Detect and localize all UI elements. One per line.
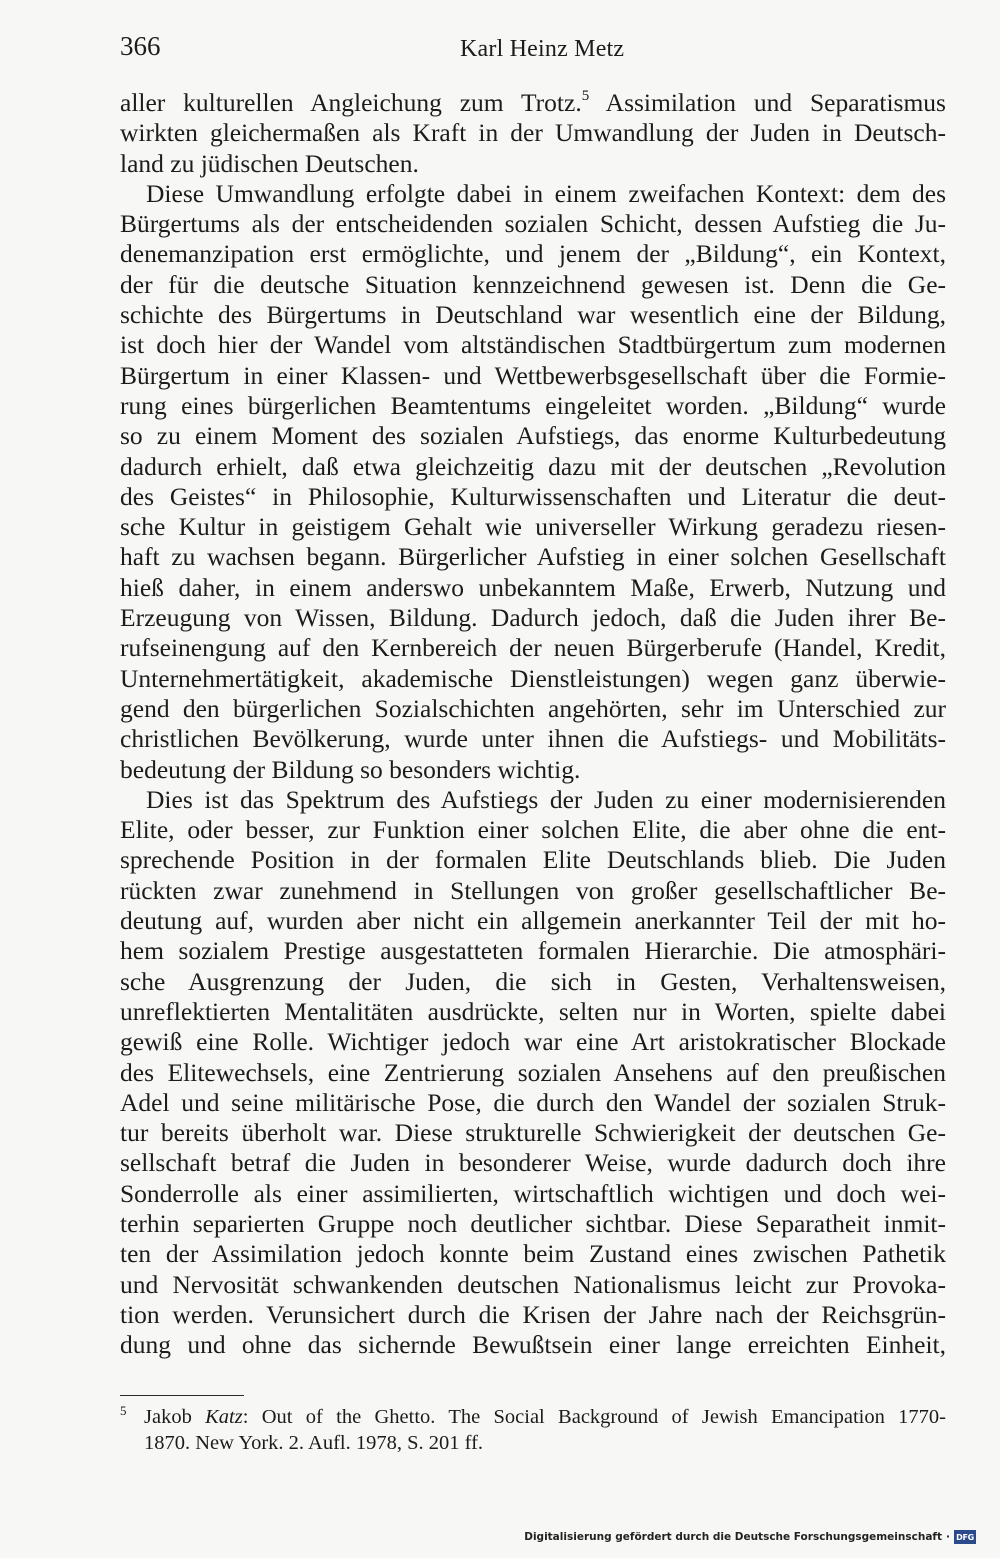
text-line: Adel und seine militärische Pose, die durch den Wandel der sozialen Struk- <box>120 1087 946 1117</box>
text-line: der für die deutsche Situation kennzeichnend gewesen ist. Denn die Ge- <box>120 269 946 299</box>
text-line: gend den bürgerlichen Sozialschichten angehörten, sehr im Unterschied zur <box>120 693 946 723</box>
footnote-author-name: Katz <box>205 1406 243 1428</box>
body-text <box>120 88 946 1360</box>
text-line: ist doch hier der Wandel vom altständischen Stadtbürgertum zum modernen <box>120 330 946 360</box>
footnote <box>120 1404 946 1456</box>
text-line: hem sozialem Prestige ausgestatteten formalen Hierarchie. Die atmosphäri- <box>120 936 946 966</box>
text-line: Sonderrolle als einer assimilierten, wirtschaftlich wichtigen und doch wei- <box>120 1178 946 1208</box>
footnote-line: Jakob Katz: Out of the Ghetto. The Social Background of Jewish Emancipation 1770- <box>144 1406 946 1428</box>
text-line: sche Ausgrenzung der Juden, die sich in Gesten, Verhaltensweisen, <box>120 966 946 996</box>
text-line: tur bereits überholt war. Diese strukturelle Schwierigkeit der deutschen Ge- <box>120 1118 946 1148</box>
text-line: terhin separierten Gruppe noch deutlicher sichtbar. Diese Separatheit inmit- <box>120 1208 946 1238</box>
text-line: ten der Assimilation jedoch konnte beim Zustand eines zwischen Pathetik <box>120 1239 946 1269</box>
footnote-reference[interactable]: 5 <box>581 88 590 104</box>
text-line: rung eines bürgerlichen Beamtentums eingeleitet worden. „Bildung“ wurde <box>120 390 946 420</box>
text-line: bedeutung der Bildung so besonders wichtig. <box>120 754 581 784</box>
text-line: Dies ist das Spektrum des Aufstiegs der Juden zu einer modernisierenden <box>146 784 946 814</box>
text-line: rückten zwar zunehmend in Stellungen von großer gesellschaftlicher Be- <box>120 875 946 905</box>
text-line: deutung auf, wurden aber nicht ein allgemein anerkannter Teil der mit ho- <box>120 906 946 936</box>
text-line: aller kulturellen Angleichung zum Trotz.$^5$ Assimilation und Separatismus <box>120 88 946 117</box>
footnote-marker: 5 <box>120 1403 127 1418</box>
text-line: unreflektierten Mentalitäten ausdrückte, selten nur in Worten, spielte dabei <box>120 996 946 1026</box>
credit-text: Digitalisierung gefördert durch die Deutsche Forschungsgemeinschaft <box>524 1531 942 1543</box>
footnote-line: 1870. New York. 2. Aufl. 1978, S. 201 ff. <box>144 1432 484 1454</box>
text-line: dadurch erhielt, daß etwa gleichzeitig dazu mit der deutschen „Revolution <box>120 451 946 481</box>
text-line: gewiß eine Rolle. Wichtiger jedoch war eine Art aristokratischer Blockade <box>120 1027 946 1057</box>
text-line: Unternehmertätigkeit, akademische Dienstleistungen) wegen ganz überwie- <box>120 663 946 693</box>
text-line: haft zu wachsen begann. Bürgerlicher Aufstieg in einer solchen Gesellschaft <box>120 542 946 572</box>
text-line: des Geistes“ in Philosophie, Kulturwissenschaften und Literatur die deut- <box>120 481 946 511</box>
paragraph-2 <box>120 179 946 785</box>
text-line: Elite, oder besser, zur Funktion einer solchen Elite, die aber ohne die ent- <box>120 815 946 845</box>
text-line: land zu jüdischen Deutschen. <box>120 148 419 178</box>
text-line: tion werden. Verunsichert durch die Krisen der Jahre nach der Reichsgrün- <box>120 1299 946 1329</box>
dfg-logo-icon: DFG <box>954 1530 976 1544</box>
text-line: rufseinengung auf den Kernbereich der neuen Bürgerberufe (Handel, Kredit, <box>120 633 946 663</box>
text-line: sprechende Position in der formalen Elite Deutschlands blieb. Die Juden <box>120 845 946 875</box>
text-line: sche Kultur in geistigem Gehalt wie universeller Wirkung geradezu riesen- <box>120 512 946 542</box>
text-line: Bürgertums als der entscheidenden sozialen Schicht, dessen Aufstieg die Ju- <box>120 209 946 239</box>
text-line: des Elitewechsels, eine Zentrierung sozialen Ansehens auf den preußischen <box>120 1057 946 1087</box>
text-line: Diese Umwandlung erfolgte dabei in einem zweifachen Kontext: dem des <box>146 178 946 208</box>
footnote-divider <box>120 1395 244 1396</box>
page-header <box>120 30 946 70</box>
credit-separator: · <box>946 1531 950 1543</box>
paragraph-1 <box>120 88 946 179</box>
text-line: und Nervosität schwankenden deutschen Nationalismus leicht zur Provoka- <box>120 1269 946 1299</box>
text-line: denemanzipation erst ermöglichte, und jenem der „Bildung“, ein Kontext, <box>120 239 946 269</box>
text-line: christlichen Bevölkerung, wurde unter ihnen die Aufstiegs- und Mobilitäts- <box>120 724 946 754</box>
text-line: sellschaft betraf die Juden in besonderer Weise, wurde dadurch doch ihre <box>120 1148 946 1178</box>
text-line: Erzeugung von Wissen, Bildung. Dadurch jedoch, daß die Juden ihrer Be- <box>120 603 946 633</box>
running-head: Karl Heinz Metz <box>460 36 625 62</box>
page-number: 366 <box>120 31 161 61</box>
paragraph-3 <box>120 785 946 1361</box>
text-line: wirkten gleichermaßen als Kraft in der Umwandlung der Juden in Deutsch- <box>120 118 946 148</box>
text-line: hieß daher, in einem anderswo unbekanntem Maße, Erwerb, Nutzung und <box>120 572 946 602</box>
text-line: schichte des Bürgertums in Deutschland war wesentlich eine der Bildung, <box>120 300 946 330</box>
text-line: so zu einem Moment des sozialen Aufstiegs, das enorme Kulturbedeutung <box>120 421 946 451</box>
digitization-credit <box>524 1526 976 1548</box>
text-line: dung und ohne das sichernde Bewußtsein einer lange erreichten Einheit, <box>120 1330 946 1360</box>
text-line: Bürgertum in einer Klassen- und Wettbewerbsgesellschaft über die Formie- <box>120 360 946 390</box>
